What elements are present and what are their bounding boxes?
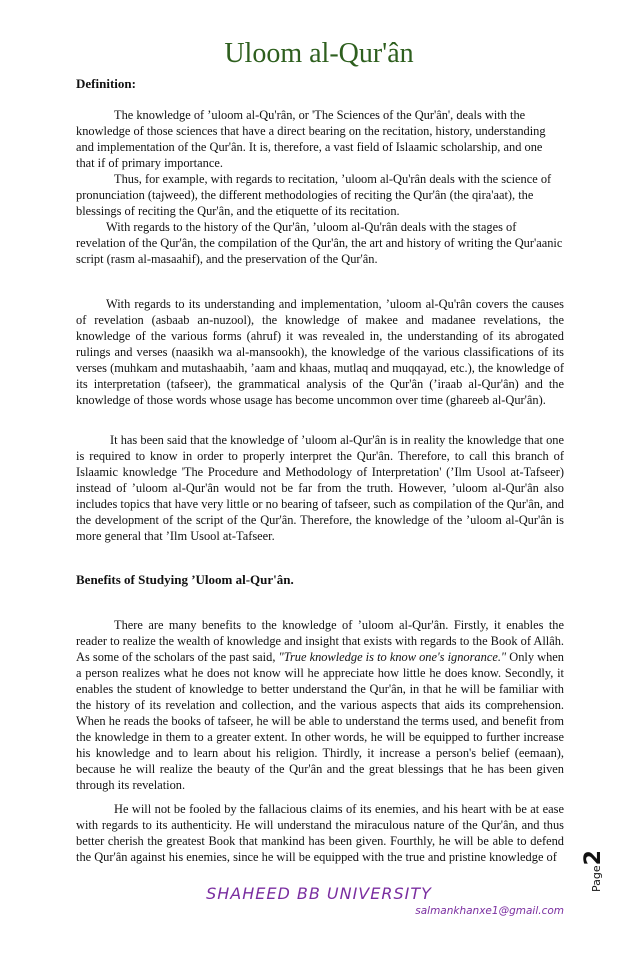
interpretation-section: [76, 432, 564, 544]
definition-paragraph-3: With regards to the history of the Qur'ân, ’uloom al-Qu'rân deals with the stages of revelation of the Qur'ân, the compilation of the Qur'ân, the art and history of writing the Qur'aanic script (rasm al-masaahif), and the preservation of the Qur'ân.: [76, 220, 563, 266]
benefits-quote: "True knowledge is to know one's ignorance.": [278, 650, 507, 664]
understanding-section: [76, 296, 564, 408]
interpretation-paragraph: It has been said that the knowledge of ’uloom al-Qur'ân is in reality the knowledge that one is required to know in order to properly interpret the Qur'ân. Therefore, to call this branch of Islaamic knowledge 'The Procedure and Methodology of Interpretation' (’Ilm Usool at-Tafseer) instead of ’uloom al-Qur'ân would not be far from the truth. However, ’uloom al-Qur'ân also includes topics that have very little or no bearing of tafseer, such as compilation of the Qur'ân, and the development of the script of the Qur'ân. Therefore, the knowledge of the ’uloom al-Qur'ân is more general that ’Ilm Usool at-Tafseer.: [76, 433, 564, 543]
definition-heading: Definition:: [76, 76, 136, 91]
understanding-paragraph: With regards to its understanding and implementation, ’uloom al-Qu'rân covers the causes of revelation (asbaab an-nuzool), the knowledge of makee and madanee revelations, the knowledge of the various forms (ahruf) it was revealed in, the understanding of its abrogated rulings and verses (naasikh wa al-mansookh), the knowledge of the various classifications of its verses (muhkam and mutashaabih, ’aam and khaas, mutlaq and muqqayad, etc.), the knowledge of its interpretation (tafseer), the grammatical analysis of the Qur'ân (’iraab al-Qur'ân) and the knowledge of those words whose usage has become uncommon over time (ghareeb al-Qur'ân).: [76, 297, 564, 407]
footer-email: salmankhanxe1@gmail.com: [415, 905, 564, 917]
benefits-section: [76, 617, 564, 865]
page-number: 2: [581, 850, 606, 866]
definition-paragraph-1: The knowledge of ’uloom al-Qu'rân, or 'The Sciences of the Qur'ân', deals with the knowledge of those sciences that have a direct bearing on the recitation, history, understanding and implementation of the Qur'ân. It is, therefore, a vast field of Islaamic scholarship, and one that if of primary importance.: [76, 108, 546, 170]
definition-paragraph-2: Thus, for example, with regards to recitation, ’uloom al-Qu'rân deals with the science of pronunciation (tajweed), the different methodologies of reciting the Qur'ân (the qira'aat), the blessings of reciting the Qur'ân, and the etiquette of its recitation.: [76, 172, 552, 218]
footer-university: SHAHEED BB UNIVERSITY: [206, 884, 432, 903]
benefits-paragraph-2: He will not be fooled by the fallacious claims of its enemies, and his heart with be at ease with regards to its authenticity. He will understand the miraculous nature of the Qur'ân, and thus better cherish the greatest Book that mankind has been given. Fourthly, he will be able to defend the Qur'ân against his enemies, since he will be equipped with the true and pristine knowledge of: [76, 802, 564, 864]
page-number-marker: [581, 852, 629, 892]
page-title: Uloom al-Qur'ân: [224, 38, 414, 69]
benefits-text-after: Only when a person realizes what he does not know will he appreciate how little he does know. Secondly, it enables the student of knowledge to better understand the Qur'ân, in that he will be familiar with the history of its revelation and collection, and the various aspects that aids its comprehension. When he reads the books of tafseer, he will be able to understand the terms used, and benefit from the knowledge in them to a greater extent. In other words, he will be equipped to further increase his knowledge and to learn about his religion. Thirdly, it increase a person's belief (eemaan), because he will realize the beauty of the Qur'ân and the great blessings that he has been given through its revelation.: [76, 650, 564, 792]
benefits-heading: Benefits of Studying ’Uloom al-Qur'ân.: [76, 572, 294, 587]
page-label: Page: [590, 865, 603, 892]
definition-intro: [76, 107, 564, 267]
benefits-paragraph-1: [76, 617, 564, 793]
benefits-text-before: There are many benefits to the knowledge of ’uloom al-Qur'ân. Firstly, it enables the reader to realize the wealth of knowledge and insight that exists with regards to the Book of Allâh. As some of the scholars of the past said,: [76, 618, 564, 664]
